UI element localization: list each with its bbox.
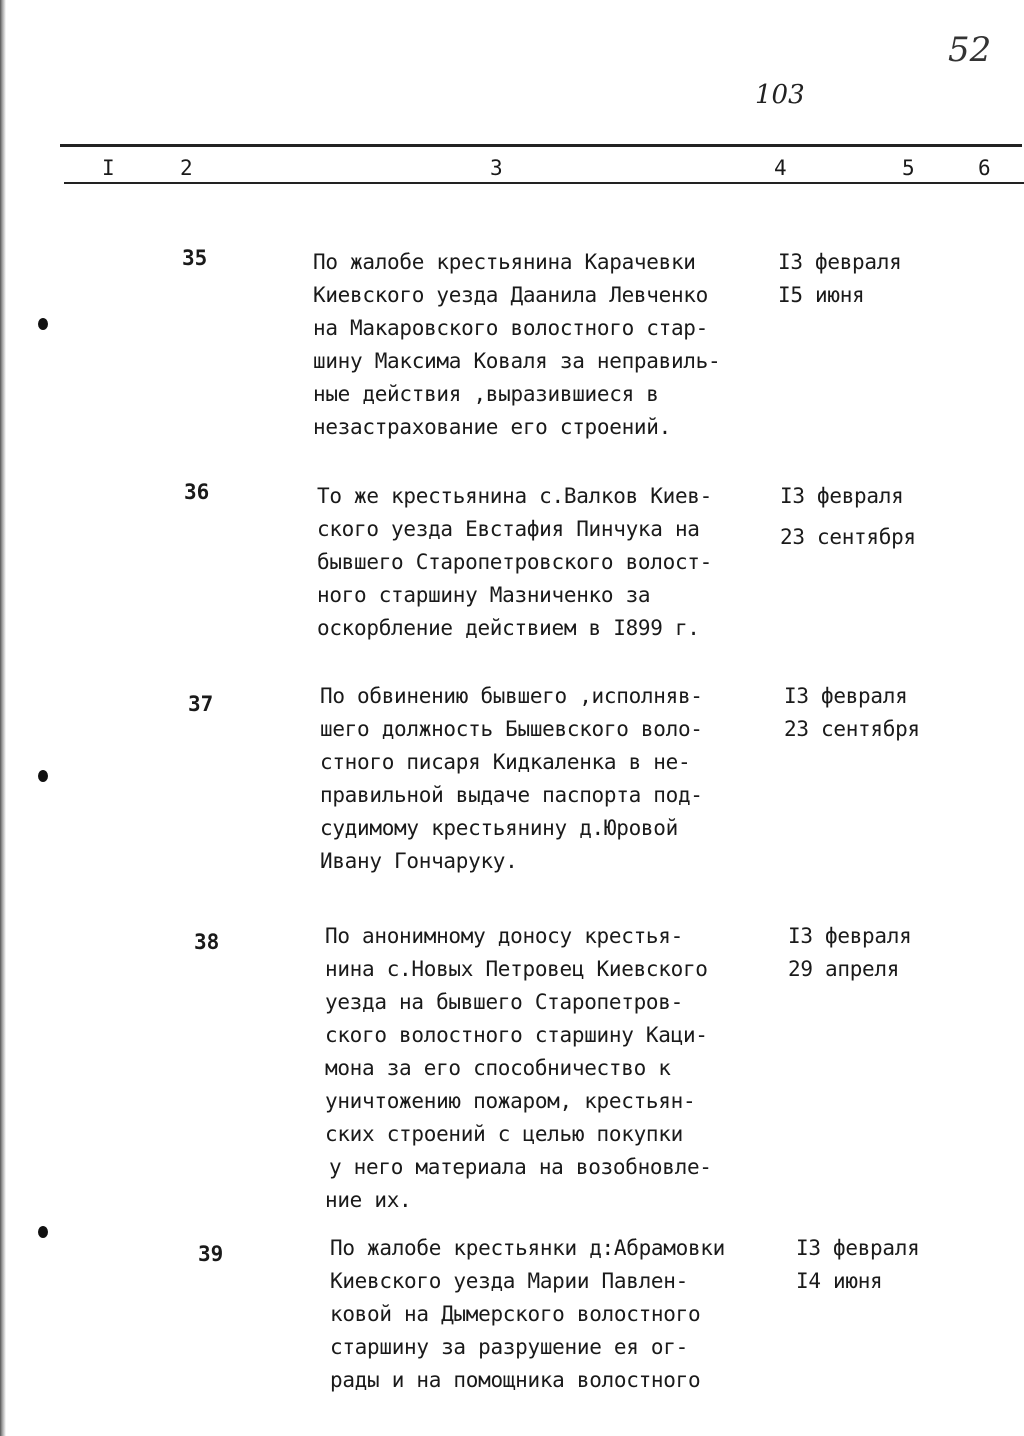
description-line: То же крестьянина с.Валков Киев- bbox=[317, 484, 712, 508]
description-line: мона за его способничество к bbox=[325, 1056, 671, 1080]
page-number: 103 bbox=[755, 80, 805, 110]
description-line: бывшего Старопетровского волост- bbox=[317, 550, 712, 574]
description-line: По анонимному доносу крестья- bbox=[325, 924, 683, 948]
start-date: I3 февраля bbox=[778, 250, 902, 274]
entry-description bbox=[325, 920, 765, 1217]
end-date: 23 сентября bbox=[780, 525, 916, 549]
entry-number: 39 bbox=[198, 1242, 224, 1266]
description-line: ные действия ,выразившиеся в bbox=[313, 382, 659, 406]
entry-description bbox=[330, 1232, 770, 1397]
column-header-1: I bbox=[102, 156, 115, 180]
entry-number: 38 bbox=[194, 930, 220, 954]
entry-dates bbox=[780, 480, 1020, 554]
description-line: судимому крестьянину д.Юровой bbox=[320, 816, 678, 840]
column-header-6: 6 bbox=[978, 156, 991, 180]
description-line: рады и на помощника волостного bbox=[330, 1368, 701, 1392]
description-line: нина с.Новых Петровец Киевского bbox=[325, 957, 708, 981]
column-header-2: 2 bbox=[180, 156, 193, 180]
description-line: ковой на Дымерского волостного bbox=[330, 1302, 701, 1326]
archive-sheet-number: 52 bbox=[948, 30, 992, 70]
entry-dates bbox=[778, 246, 1018, 312]
description-line: шего должность Бышевского воло- bbox=[320, 717, 703, 741]
entry-number: 35 bbox=[182, 246, 208, 270]
end-date: 23 сентября bbox=[784, 717, 920, 741]
entry-description bbox=[317, 480, 757, 645]
entry-number: 36 bbox=[184, 480, 210, 504]
binding-hole bbox=[38, 1226, 48, 1238]
start-date: I3 февраля bbox=[788, 924, 912, 948]
end-date: I4 июня bbox=[796, 1269, 883, 1293]
column-header-4: 4 bbox=[774, 156, 787, 180]
description-line: у него материала на возобновле- bbox=[329, 1155, 712, 1179]
entry-description bbox=[320, 680, 760, 878]
description-line: стного писаря Кидкаленка в не- bbox=[320, 750, 691, 774]
header-bottom-rule bbox=[64, 182, 1024, 184]
header-top-rule bbox=[60, 144, 1022, 147]
description-line: ского уезда Евстафия Пинчука на bbox=[317, 517, 700, 541]
binding-hole bbox=[38, 770, 48, 782]
description-line: шину Максима Коваля за неправиль- bbox=[313, 349, 721, 373]
description-line: уничтожению пожаром, крестьян- bbox=[325, 1089, 696, 1113]
description-line: ние их. bbox=[325, 1188, 412, 1212]
end-date: 29 апреля bbox=[788, 957, 900, 981]
description-line: незастрахование его строений. bbox=[313, 415, 671, 439]
description-line: По жалобе крестьянки д:Абрамовки bbox=[330, 1236, 725, 1260]
description-line: старшину за разрушение ея ог- bbox=[330, 1335, 688, 1359]
column-header-5: 5 bbox=[902, 156, 915, 180]
description-line: уезда на бывшего Старопетров- bbox=[325, 990, 683, 1014]
binding-hole bbox=[38, 318, 48, 330]
entry-dates bbox=[788, 920, 1024, 986]
description-line: Киевского уезда Марии Павлен- bbox=[330, 1269, 688, 1293]
description-line: Ивану Гончаруку. bbox=[320, 849, 518, 873]
description-line: оскорбление действием в I899 г. bbox=[317, 616, 700, 640]
description-line: Киевского уезда Даанила Левченко bbox=[313, 283, 708, 307]
page-edge bbox=[0, 0, 6, 1436]
description-line: По жалобе крестьянина Карачевки bbox=[313, 250, 696, 274]
end-date: I5 июня bbox=[778, 283, 865, 307]
description-line: ского волостного старшину Каци- bbox=[325, 1023, 708, 1047]
column-header-3: 3 bbox=[490, 156, 503, 180]
description-line: По обвинению бывшего ,исполняв- bbox=[320, 684, 703, 708]
entry-dates bbox=[784, 680, 1024, 746]
entry-number: 37 bbox=[188, 692, 214, 716]
description-line: на Макаровского волостного стар- bbox=[313, 316, 708, 340]
start-date: I3 февраля bbox=[796, 1236, 920, 1260]
start-date: I3 февраля bbox=[780, 484, 904, 508]
description-line: правильной выдаче паспорта под- bbox=[320, 783, 703, 807]
description-line: ских строений с целью покупки bbox=[325, 1122, 683, 1146]
description-line: ного старшину Мазниченко за bbox=[317, 583, 651, 607]
start-date: I3 февраля bbox=[784, 684, 908, 708]
entry-dates bbox=[796, 1232, 1024, 1298]
entry-description bbox=[313, 246, 753, 444]
